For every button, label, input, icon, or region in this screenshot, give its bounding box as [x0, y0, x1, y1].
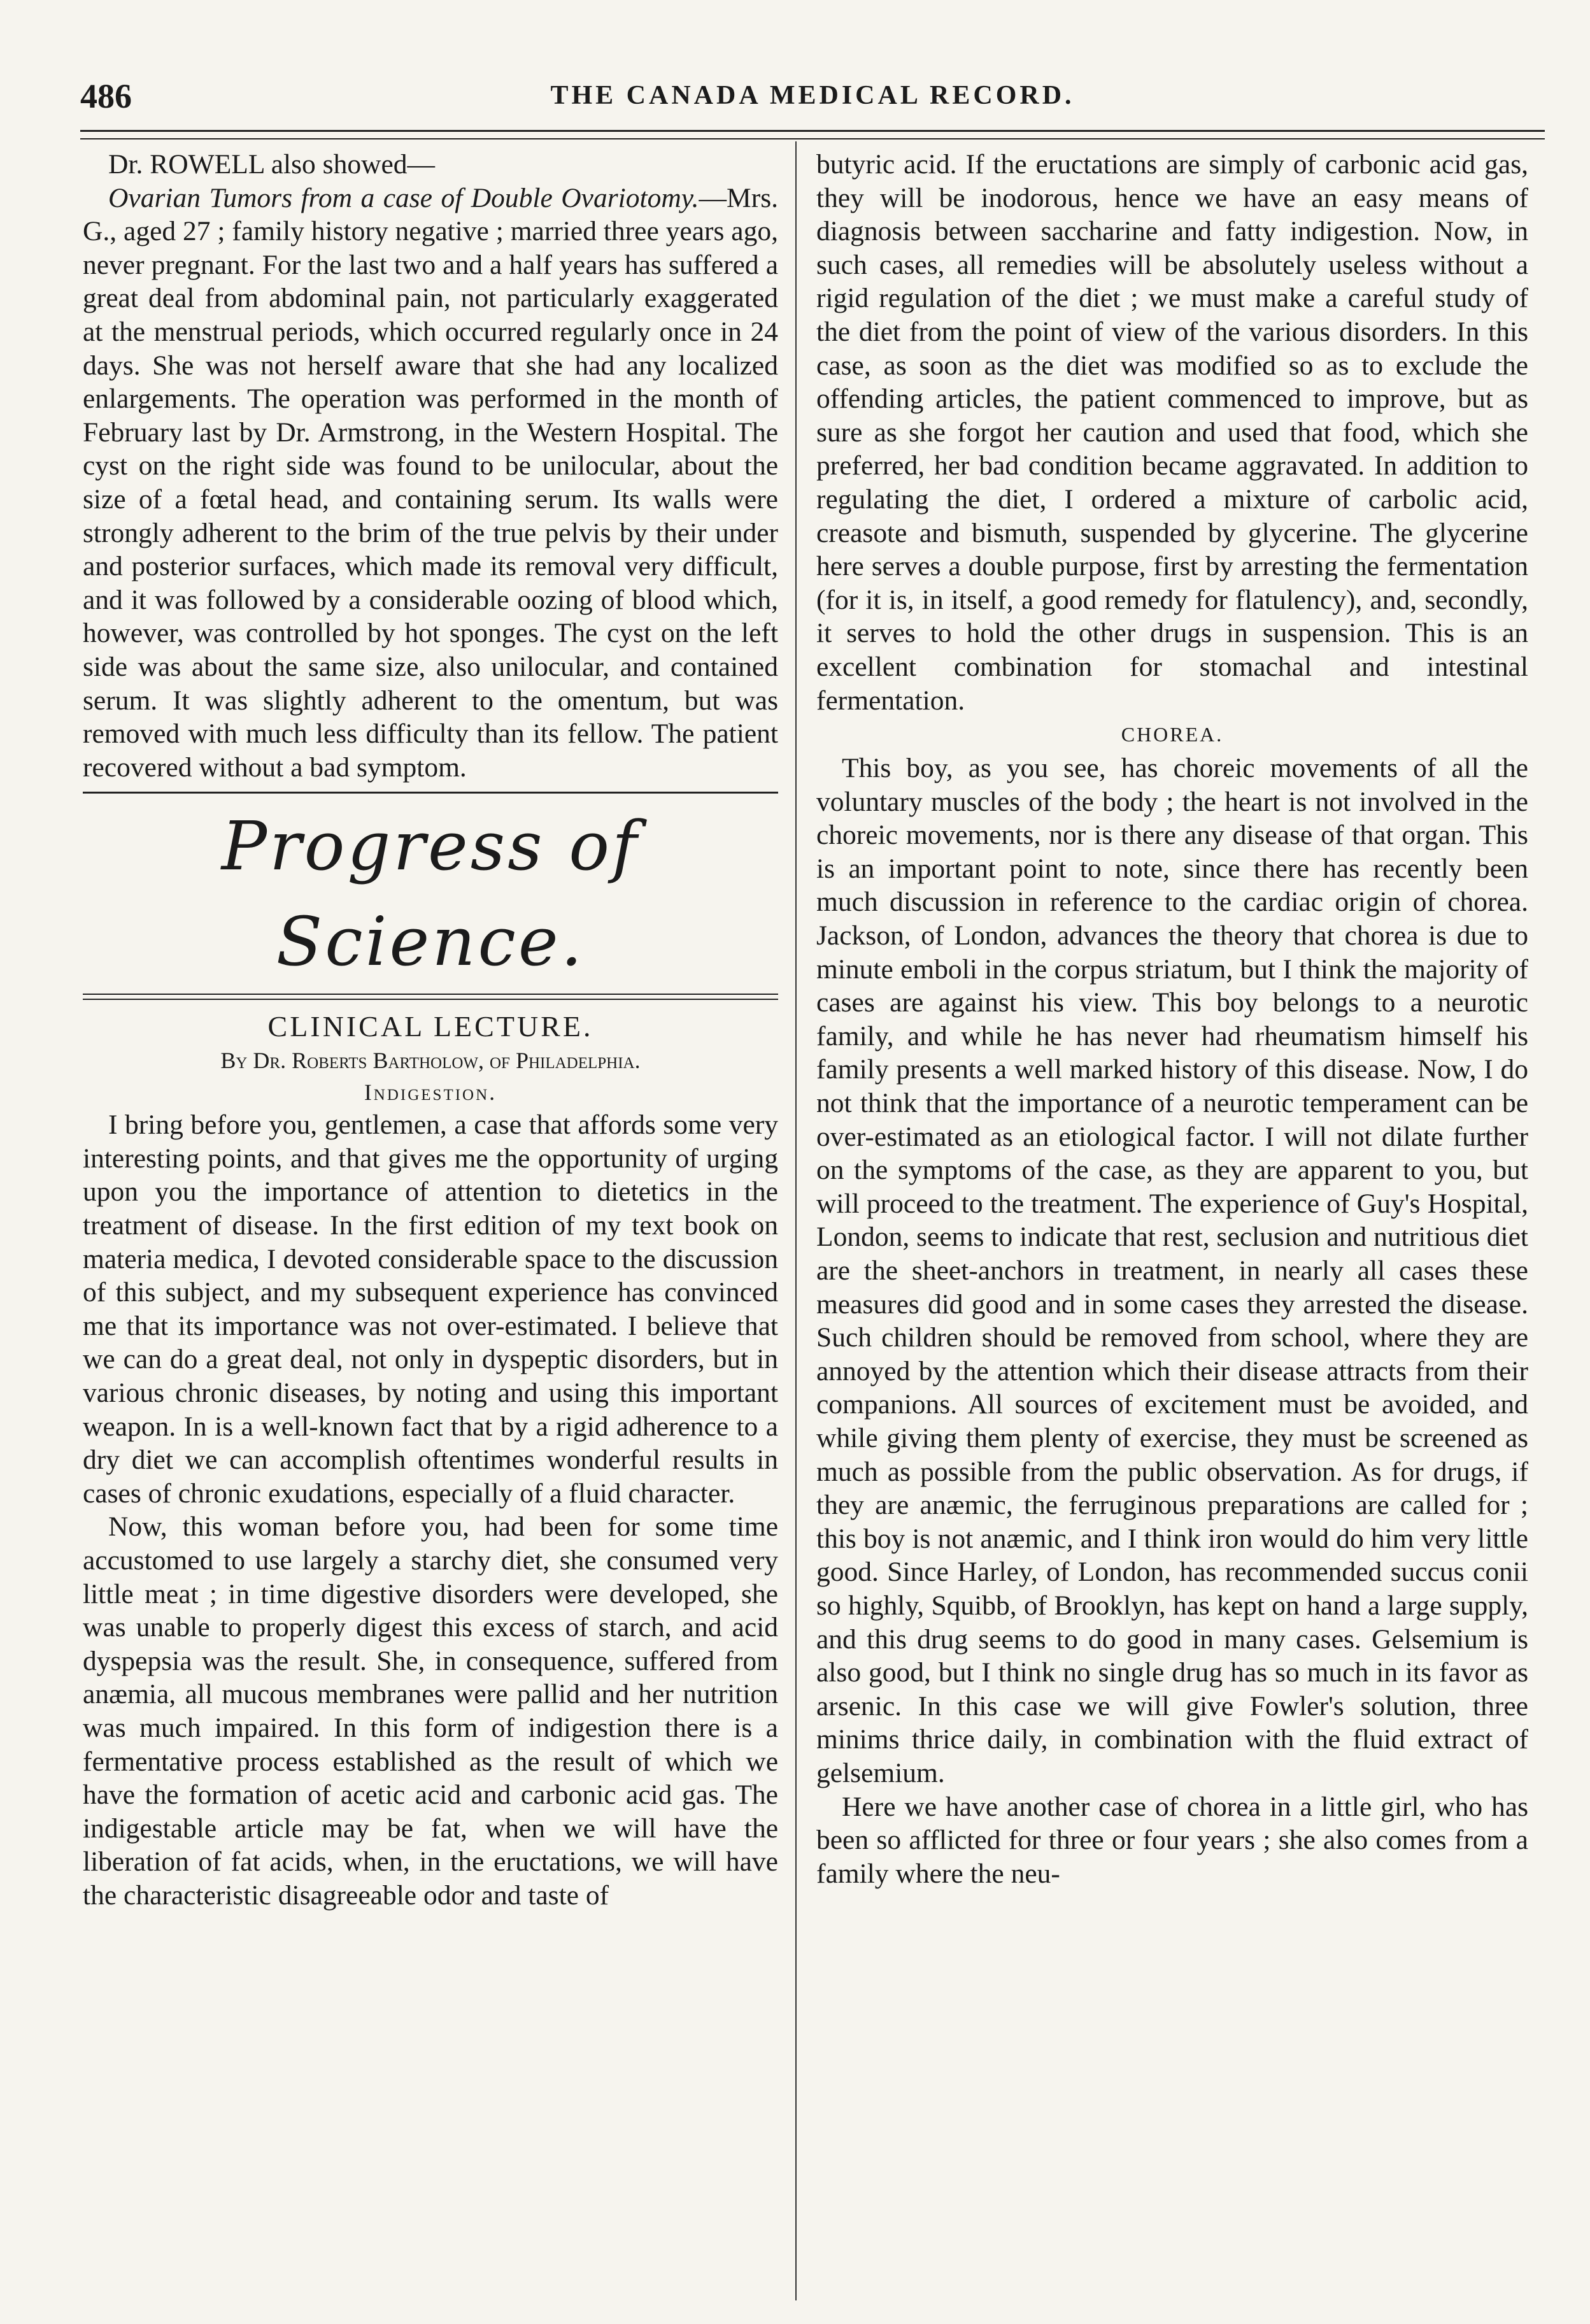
- section-rule-bottom: [83, 994, 778, 1000]
- case-report: [83, 182, 778, 785]
- lecture-byline: By Dr. Roberts Bartholow, of Philadelphia.: [220, 1048, 641, 1074]
- case-body: —Mrs. G., aged 27 ; family history negative ; married three years ago, never pregnant. For the last two and a half years has suffered a great deal from abdominal pain, not particularly exaggerated at the menstrual periods, which occurred regularly once in 24 days. She was not herself aware that she had any localized enlargements. The operation was performed in the month of February last by Dr. Armstrong, in the Western Hospital. The cyst on the right side was found to be unilocular, about the size of a fœtal head, and containing serum. Its walls were strongly adherent to the brim of the true pelvis by their under and posterior surfaces, which made its removal very difficult, and it was followed by a considerable oozing of blood which, however, was controlled by hot sponges. The cyst on the left side was about the same size, also unilocular, and contained serum. It was slightly adherent to the omentum, but was removed with much less difficulty than its fellow. The patient recovered without a bad symptom.: [83, 182, 778, 783]
- section-title: Progress of Science.: [221, 807, 640, 981]
- running-title: THE CANADA MEDICAL RECORD.: [550, 81, 1075, 110]
- lecture-paragraph-2: Now, this woman before you, had been for some time accustomed to use largely a starchy diet, she consumed very little meat ; in time digestive disorders were developed, she was unable to properly digest this excess of starch, and acid dyspepsia was the result. She, in consequence, suffered from anæmia, all mucous membranes were pallid and her nutrition was much impaired. In this form of indigestion there is a fermentative process established as the result of which we have the formation of acetic acid and carbonic acid gas. The indigestable article may be fat, when we will have the liberation of fat acids, when, in the eructations, we will have the characteristic disagreeable odor and taste of: [83, 1511, 778, 1911]
- chorea-paragraph-2: Here we have another case of chorea in a little girl, who has been so afflicted for three or four years ; she also comes from a family where the neu-: [816, 1791, 1528, 1889]
- header-rule: [80, 130, 1545, 139]
- intro-line: Dr. ROWELL also showed—: [108, 149, 436, 180]
- lecture-title: CLINICAL LECTURE.: [267, 1010, 593, 1043]
- page-number: 486: [80, 77, 132, 115]
- column-divider: [795, 141, 797, 2300]
- page-header: [80, 76, 1545, 121]
- chorea-paragraph-1: This boy, as you see, has choreic movements of all the voluntary muscles of the body ; the heart is not involved in the choreic movements, nor is there any disease of that organ. This is an important point to note, since there has recently been much discussion in reference to the cardiac origin of chorea. Jackson, of London, advances the theory that chorea is due to minute emboli in the corpus striatum, but I think the majority of cases are against his view. This boy belongs to a neurotic family, and while he has never had rheumatism himself his family presents a well marked history of this disease. Now, I do not think that the importance of a neurotic temperament can be over-estimated as an etiological factor. I will not dilate further on the symptoms of the case, as they are apparent to you, but will proceed to the treatment. The experience of Guy's Hospital, London, seems to indicate that rest, seclusion and nutritious diet are the sheet-anchors in treatment, in nearly all cases these measures did good and in some cases they arrested the disease. Such children should be removed from school, where they are annoyed by the attention which their disease attracts from their companions. All sources of excitement must be avoided, and while giving them plenty of exercise, they must be screened as much as possible from the public observation. As for drugs, if they are anæmic, the ferruginous preparations are called for ; this boy is not anæmic, and I think iron would do him very little good. Since Harley, of London, has recommended succus conii so highly, Squibb, of Brooklyn, has kept on hand a large supply, and this drug seems to do good in many cases. Gelsemium is also good, but I think no single drug has so much in its favor as arsenic. In this case we will give Fowler's solution, three minims thrice daily, in combination with the fluid extract of gelsemium.: [816, 753, 1528, 1788]
- chorea-subhead: CHOREA.: [1121, 723, 1224, 746]
- case-title: Ovarian Tumors from a case of Double Ovariotomy.: [108, 182, 699, 213]
- right-column: [816, 148, 1528, 1890]
- lecture-paragraph-1: I bring before you, gentlemen, a case that affords some very interesting points, and that gives me the opportunity of urging upon you the importance of attention to dietetics in the treatment of disease. In the first edition of my text book on materia medica, I devoted considerable space to the discussion of this subject, and my subsequent experience has convinced me that its importance was not over-estimated. I believe that we can do a great deal, not only in dyspeptic disorders, but in various chronic diseases, by noting and using this important weapon. In is a well-known fact that by a rigid adherence to a dry diet we can accomplish oftentimes wonderful results in cases of chronic exudations, especially of a fluid character.: [83, 1109, 778, 1509]
- section-rule-top: [83, 792, 778, 794]
- lecture-paragraph-3: butyric acid. If the eructations are simply of carbonic acid gas, they will be inodorous, hence we have an easy means of diagnosis between saccharine and fatty indigestion. Now, in such cases, all remedies will be absolutely useless without a rigid regulation of the diet ; we must make a careful study of the diet from the point of view of the various disorders. In this case, as soon as the diet was modified so as to exclude the offending articles, the patient commenced to improve, but as sure as she forgot her caution and used that food, which she preferred, her bad condition became aggravated. In addition to regulating the diet, I ordered a mixture of carbolic acid, creasote and bismuth, suspended by glycerine. The glycerine here serves a double purpose, first by arresting the fermentation (for it is, in itself, a good remedy for flatulency), and, secondly, it serves to hold the other drugs in suspension. This is an excellent combination for stomachal and intestinal fermentation.: [816, 149, 1528, 716]
- left-column: [83, 148, 778, 1913]
- lecture-subhead: Indigestion.: [364, 1080, 497, 1106]
